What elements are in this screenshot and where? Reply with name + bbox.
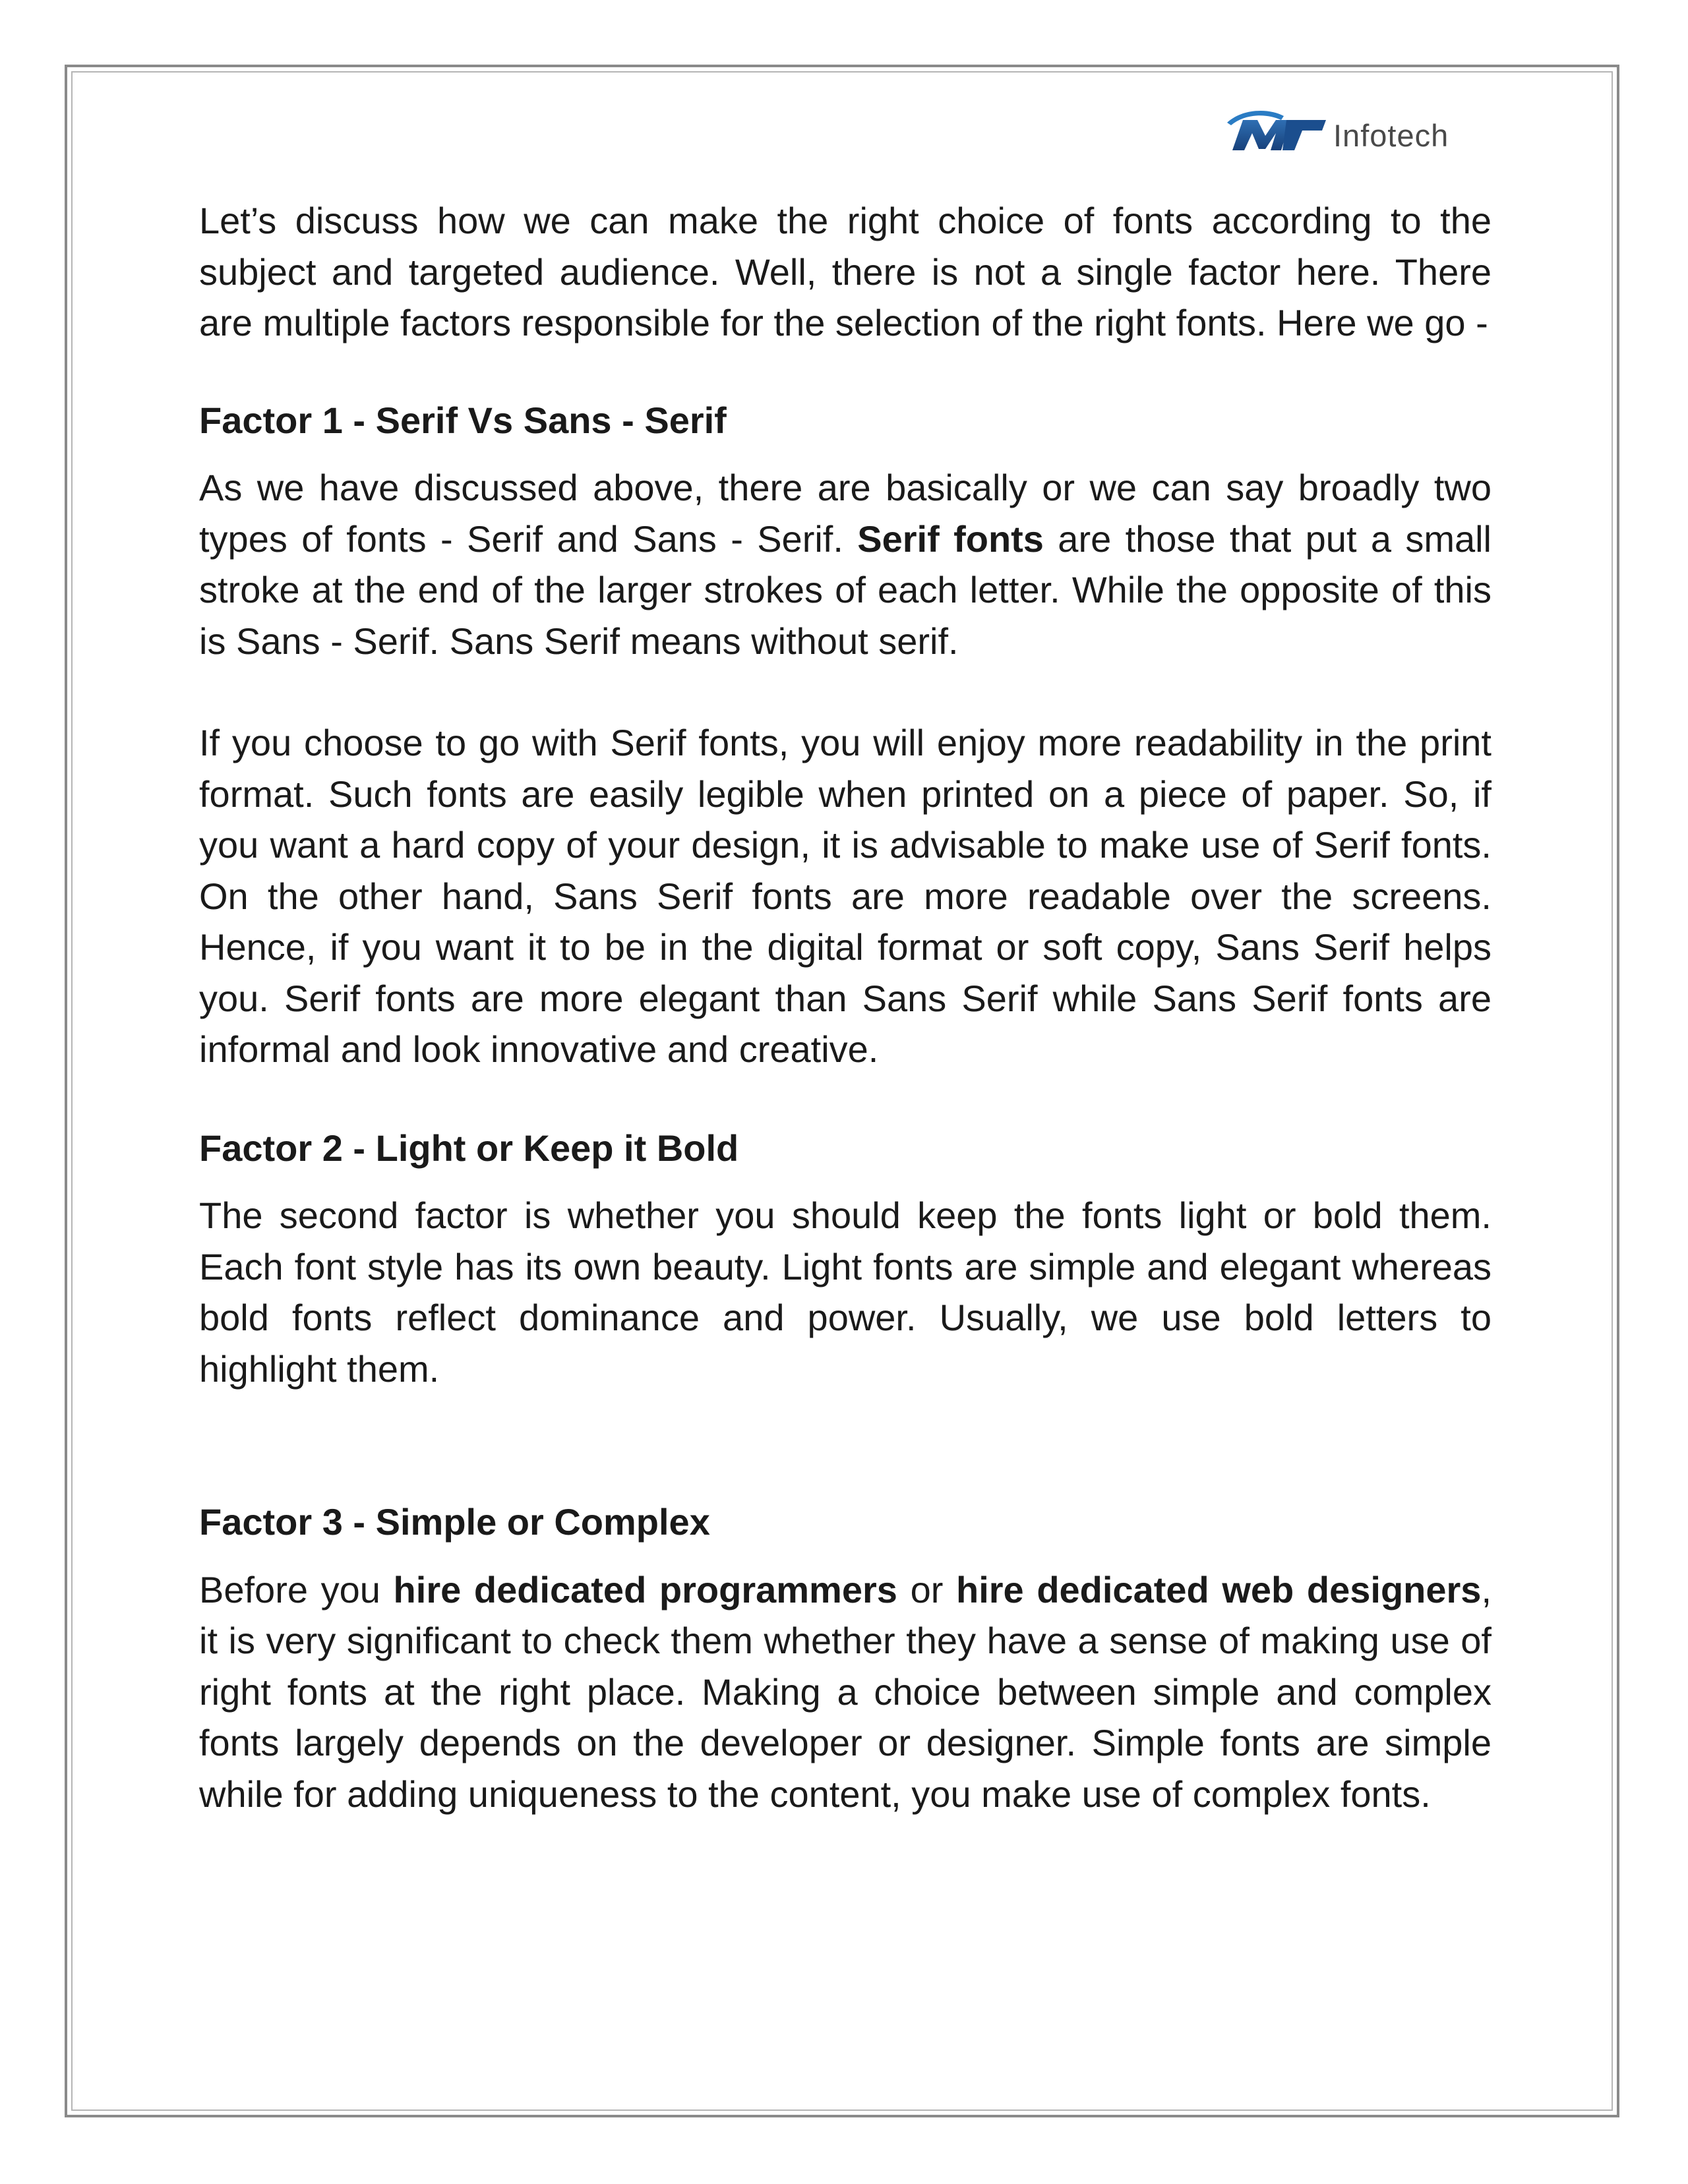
factor3-paragraph <box>199 1564 1492 1820</box>
logo-text: Infotech <box>1333 118 1449 153</box>
factor3-heading: Factor 3 - Simple or Complex <box>199 1501 710 1543</box>
text-run: Before you <box>199 1568 394 1610</box>
factor1-heading: Factor 1 - Serif Vs Sans - Serif <box>199 399 727 441</box>
logo-wordmark <box>1333 120 1449 151</box>
factor2-paragraph: The second factor is whether you should keep the fonts light or bold them. Each font style has its own beauty. Light fonts are simple and elegant whereas bold fonts reflect dominance and power. Usually, we use bold letters to highlight them. <box>199 1195 1492 1390</box>
text-run: or <box>897 1568 956 1610</box>
bold-text-hire-programmers: hire dedicated programmers <box>393 1568 897 1610</box>
intro-paragraph: Let’s discuss how we can make the right choice of fonts according to the subject and targeted audience. Well, there is not a single factor here. There are multiple factors responsible for the selection of the right fonts. Here we go - <box>199 200 1492 343</box>
factor2-heading: Factor 2 - Light or Keep it Bold <box>199 1127 739 1169</box>
bold-text-serif-fonts: Serif fonts <box>857 517 1044 560</box>
document-body <box>199 195 1492 1819</box>
m-infotech-logo-icon <box>1223 104 1329 157</box>
bold-text-hire-web-designers: hire dedicated web designers <box>955 1568 1482 1610</box>
text-run: are those that put a small stroke at the end of the larger strokes of each letter. While the opposite of this is Sans - Serif. Sans Serif means without serif. <box>199 517 1492 662</box>
factor1-paragraph-2: If you choose to go with Serif fonts, you will enjoy more readability in the print format. Such fonts are easily legible when printed on a piece of paper. So, if you want a hard copy of your design, it is advisable to make use of Serif fonts. On the other hand, Sans Serif fonts are more readable over the screens. Hence, if you want it to be in the digital format or soft copy, Sans Serif helps you. Serif fonts are more elegant than Sans Serif while Sans Serif fonts are informal and look innovative and creative. <box>199 722 1492 1070</box>
text-run: As we have discussed above, there are basically or we can say broadly two types of fonts - Serif and Sans - Serif. <box>199 467 1492 560</box>
factor1-paragraph-1 <box>199 462 1492 666</box>
text-run: , it is very significant to check them whether they have a sense of making use of right fonts at the right place. Making a choice between simple and complex fonts largely depends on the developer or designer. Simple fonts are simple while for adding uniqueness to the content, you make use of complex fonts. <box>199 1568 1492 1815</box>
company-logo <box>1223 100 1493 160</box>
